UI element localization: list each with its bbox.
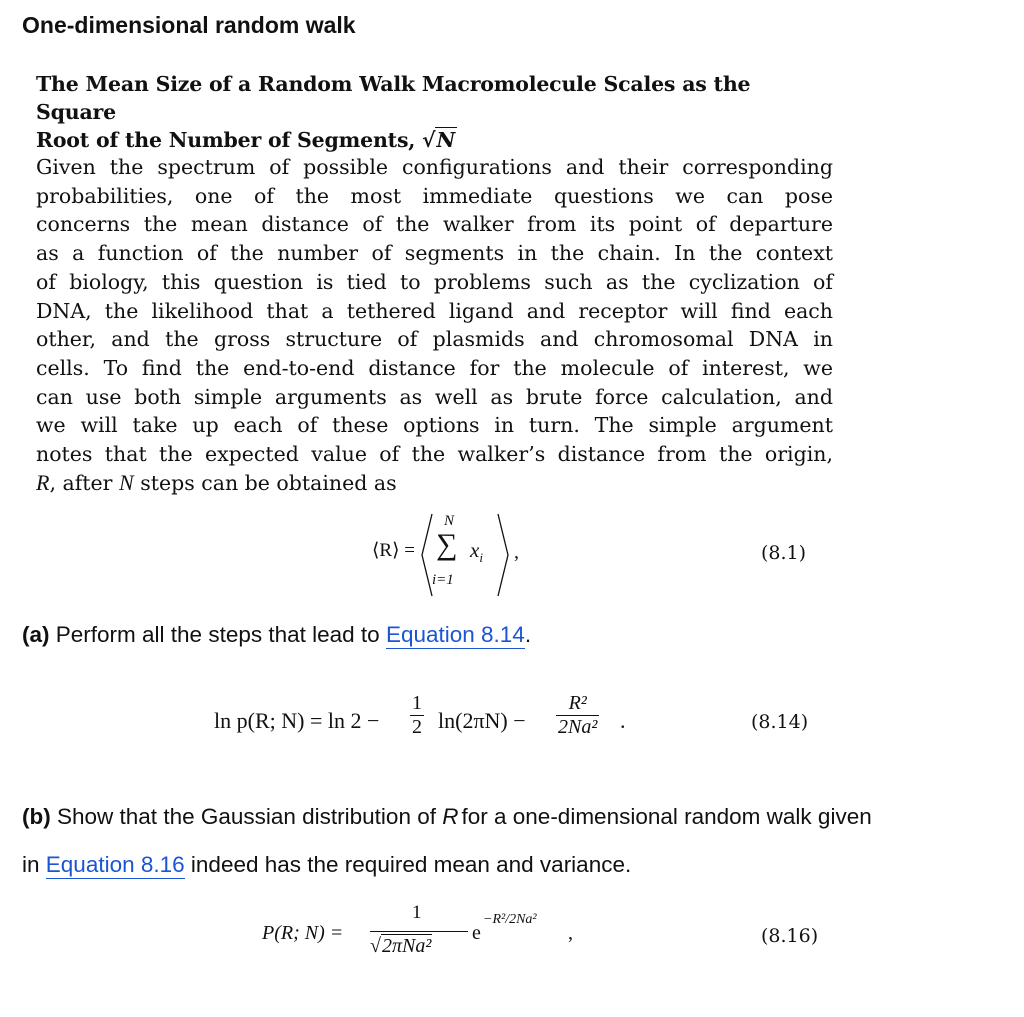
eq816-exponent: −R²/2Na² [483, 912, 537, 927]
eq81-sum-lower: i=1 [432, 572, 454, 588]
eq814-number: (8.14) [751, 711, 809, 733]
eq81-lhs: ⟨R⟩ = [372, 540, 415, 561]
part-a-label: (a) [22, 622, 50, 647]
section-heading-line1: The Mean Size of a Random Walk Macromolecule Scales as the Square [36, 72, 751, 124]
body-paragraph [36, 153, 833, 497]
paragraph-line: Given the spectrum of possible configurations and their corresponding [36, 155, 833, 179]
part-a-text: Perform all the steps that lead to [55, 622, 380, 647]
sqrt-n: √N [422, 128, 455, 152]
eq81-trail: , [514, 541, 519, 563]
paragraph-line: we will take up each of these options in turn. The simple argument [36, 413, 833, 438]
equation-8-16-link[interactable]: Equation 8.16 [45, 852, 185, 877]
eq816-lhs: P(R; N) = [262, 922, 344, 944]
eq814-frac-r2: $\frac{\text{R²}}{\text{2Na²}}$ [558, 692, 598, 738]
eq816-frac-den: √2πNa² [370, 935, 432, 957]
paragraph-line: concerns the mean distance of the walker from its point of departure [36, 212, 833, 237]
eq816-frac-num: 1 [412, 902, 422, 923]
eq81-sum-upper: N [444, 513, 455, 529]
equation-8-14-link[interactable]: Equation 8.14 [385, 622, 525, 647]
part-a: (a) Perform all the steps that lead to Equation 8.14. [22, 622, 532, 647]
part-b [22, 793, 1012, 889]
paragraph-line: can use both simple arguments as well as brute force calculation, and [36, 384, 833, 409]
section-heading-line2: Root of the Number of Segments, √N [36, 128, 455, 152]
eq814-mid: ln(2πN) − [438, 708, 526, 733]
eq81-right-bracket [496, 512, 510, 598]
part-b-var: R [442, 804, 459, 829]
paragraph-line-last: R, after N steps can be obtained as [36, 469, 397, 495]
eq81-summand: $x_i$ [470, 538, 483, 566]
eq814-trail: . [620, 708, 626, 733]
equation-8-1 [0, 506, 1024, 602]
eq81-number: (8.1) [761, 542, 807, 564]
eq814-lhs: ln p(R; N) = ln 2 − [214, 708, 380, 733]
paragraph-line: of biology, this question is tied to problems such as the cyclization of [36, 269, 833, 294]
eq816-exp-base: e [472, 922, 481, 944]
section-heading [36, 70, 836, 154]
part-b-label: (b) [22, 804, 51, 829]
paragraph-line: DNA, the likelihood that a tethered ligand and receptor will find each [36, 298, 833, 323]
eq81-sum-symbol: ∑ [436, 528, 458, 561]
part-b-line2: in Equation 8.16 indeed has the required mean and variance. [22, 852, 632, 877]
paragraph-line: other, and the gross structure of plasmids and chromosomal DNA in [36, 327, 833, 352]
eq814-frac-half: $\frac{1}{2}$ [412, 692, 422, 738]
page-title: One-dimensional random walk [22, 12, 356, 38]
part-b-line1: (b) Show that the Gaussian distribution of R for a one-dimensional random walk given [22, 804, 872, 829]
eq816-frac-bar [370, 931, 468, 932]
paragraph-line: as a function of the number of segments in the chain. In the context [36, 241, 833, 266]
eq816-number: (8.16) [761, 925, 819, 947]
paragraph-line: notes that the expected value of the walker’s distance from the origin, [36, 442, 833, 467]
paragraph-line: cells. To find the end-to-end distance for the molecule of interest, we [36, 355, 833, 380]
equation-8-14 [214, 690, 774, 756]
equation-8-16 [262, 900, 822, 976]
paragraph-line: probabilities, one of the most immediate questions we can pose [36, 183, 833, 208]
eq816-trail: , [568, 922, 573, 944]
